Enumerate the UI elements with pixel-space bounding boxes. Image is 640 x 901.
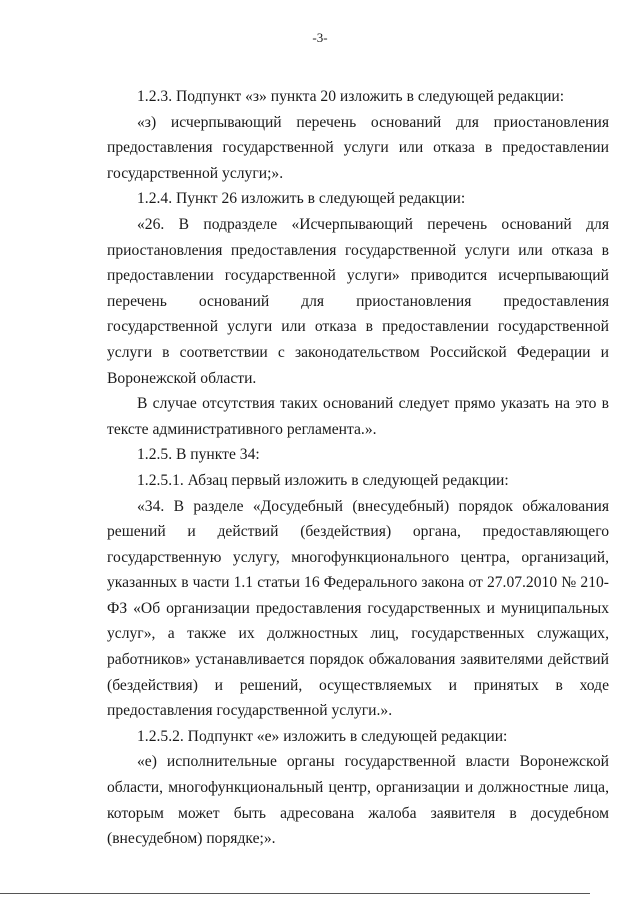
paragraph-1-2-5-heading: 1.2.5. В пункте 34: [137,446,260,464]
page-number: -3- [312,30,328,45]
paragraph-no-grounds: В случае отсутствия таких оснований следует прямо указать на это в тексте административного регламента.». [107,395,609,438]
paragraph-item-26: «26. В подразделе «Исчерпывающий перечень оснований для приостановления предоставления государственной услуги или отказа в предоставлении государственной услуги» приводится исчерпывающий перечень оснований для приостановления предоставления государственной услуги или отказа в предоставлении государственной услуги в соответствии с законодательством Российской Федерации и Воронежской области. [107,215,609,387]
paragraph-item-34: «34. В разделе «Досудебный (внесудебный) порядок обжалования решений и действий (бездействия) органа, предоставляющего государственную услугу, многофункционального центра, организаций, указанных в части 1.1 статьи 16 Федерального закона от 27.07.2010 № 210-ФЗ «Об организации предоставления государственных и муниципальных услуг», а также их должностных лиц, государственных служащих, работников» устанавливается порядок обжалования заявителями действий (бездействия) и решений, осуществляемых и принятых в ходе предоставления государственной услуги.». [107,497,609,720]
document-body [107,84,609,852]
paragraph-1-2-5-2-heading: 1.2.5.2. Подпункт «е» изложить в следующей редакции: [137,727,508,745]
paragraph-subitem-z: «з) исчерпывающий перечень оснований для приостановления предоставления государственной услуги или отказа в предоставлении государственной услуги;». [107,113,609,182]
paragraph-1-2-4-heading: 1.2.4. Пункт 26 изложить в следующей редакции: [137,190,466,208]
paragraph-1-2-5-1-heading: 1.2.5.1. Абзац первый изложить в следующей редакции: [137,471,509,489]
footer-divider [0,893,590,894]
paragraph-subitem-e: «е) исполнительные органы государственной власти Воронежской области, многофункциональный центр, организации и должностные лица, которым может быть адресована жалоба заявителя в досудебном (внесудебном) порядке;». [107,753,609,848]
paragraph-1-2-3-heading: 1.2.3. Подпункт «з» пункта 20 изложить в следующей редакции: [137,88,565,105]
